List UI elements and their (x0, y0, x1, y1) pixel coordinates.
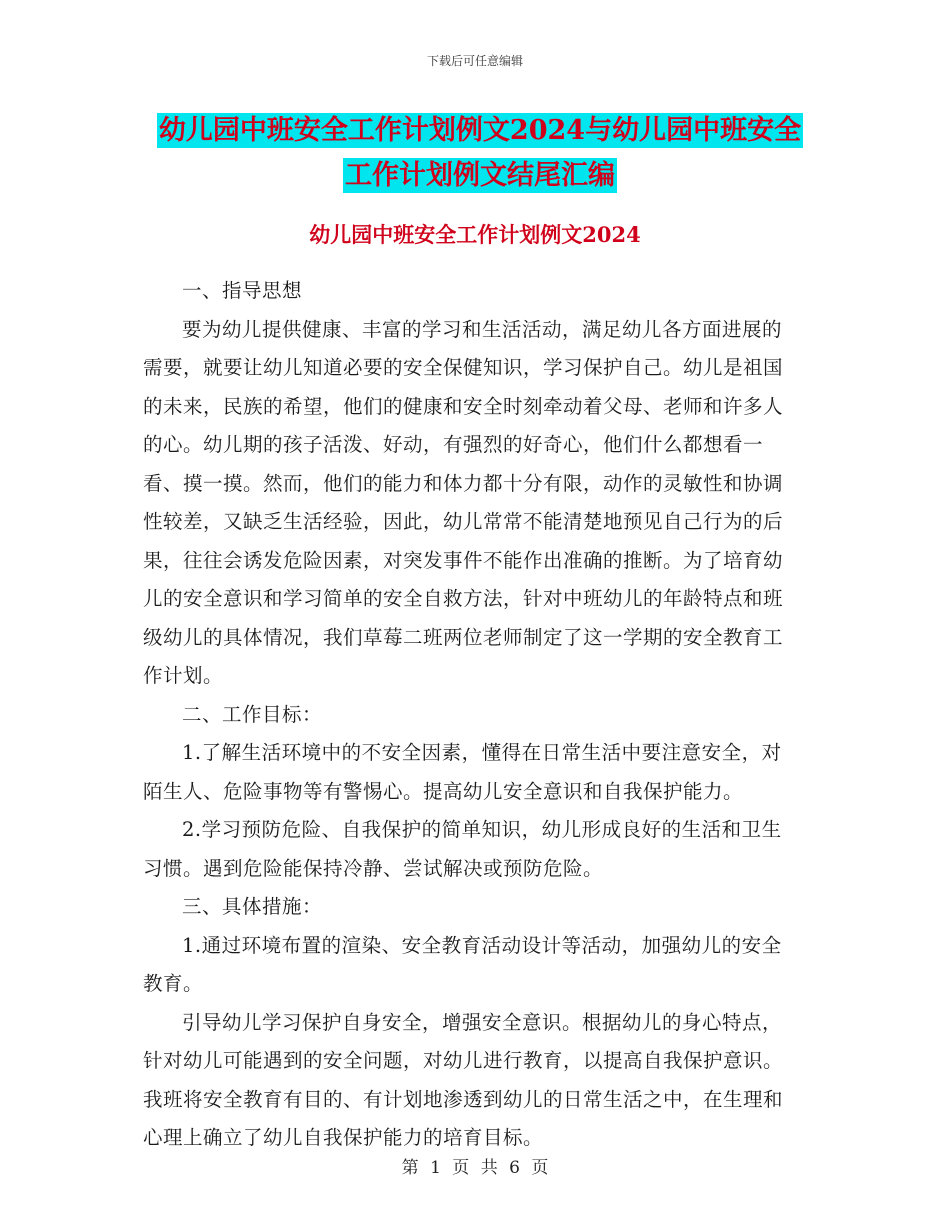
heading-work-goals: 二、工作目标： (182, 702, 323, 726)
footer-suffix: 页 (531, 1158, 549, 1178)
section-title: 幼儿园中班安全工作计划例文2024 (309, 222, 641, 247)
header-note: 下载后可任意编辑 (426, 54, 523, 68)
heading-measures: 三、具体措施： (182, 895, 323, 918)
paragraph-guiding-ideology: 要为幼儿提供健康、丰富的学习和生活活动，满足幼儿各方面进展的需要，就要让幼儿知道必要的安全保健知识，学习保护自己。幼儿是祖国的未来，民族的希望，他们的健康和安全时刻牵动着父母、老师和许多人的心。幼儿期的孩子活泼、好动，有强烈的好奇心，他们什么都想看一看、摸一摸。然而，他们的能力和体力都十分有限，动作的灵敏性和协调性较差，又缺乏生活经验，因此，幼儿常常不能清楚地预见自己行为的后果，往往会诱发危险因素，对突发事件不能作出准确的推断。为了培育幼儿的安全意识和学习简单的安全自救方法，针对中班幼儿的年龄特点和班级幼儿的具体情况，我们草莓二班两位老师制定了这一学期的安全教育工作计划。 (143, 317, 784, 687)
footer-total-word: 共 (480, 1158, 498, 1178)
goal-item-1: 1.了解生活环境中的不安全因素，懂得在日常生活中要注意安全，对陌生人、危险事物等有警惕心。提高幼儿安全意识和自我保护能力。 (143, 741, 782, 803)
footer-page-number: 1 (430, 1158, 441, 1178)
measure-item-1: 1.通过环境布置的渲染、安全教育活动设计等活动，加强幼儿的安全教育。 (143, 933, 782, 995)
measure-paragraph: 引导幼儿学习保护自身安全，增强安全意识。根据幼儿的身心特点，针对幼儿可能遇到的安全问题，对幼儿进行教育，以提高自我保护意识。我班将安全教育有目的、有计划地渗透到幼儿的日常生活之中，在生理和心理上确立了幼儿自我保护能力的培育目标。 (143, 1010, 784, 1149)
title-line-2: 工作计划例文结尾汇编 (345, 160, 615, 191)
footer-total-pages: 6 (509, 1158, 520, 1178)
footer-page-word: 页 (452, 1158, 470, 1178)
document-title (150, 108, 810, 198)
title-line-1: 幼儿园中班安全工作计划例文2024与幼儿园中班安全 (158, 115, 802, 146)
goal-item-2: 2.学习预防危险、自我保护的简单知识，幼儿形成良好的生活和卫生习惯。遇到危险能保持冷静、尝试解决或预防危险。 (143, 818, 782, 880)
page-footer (0, 1153, 950, 1178)
document-body (143, 272, 798, 1158)
heading-guiding-ideology: 一、指导思想 (182, 279, 303, 302)
footer-prefix: 第 (401, 1158, 419, 1178)
